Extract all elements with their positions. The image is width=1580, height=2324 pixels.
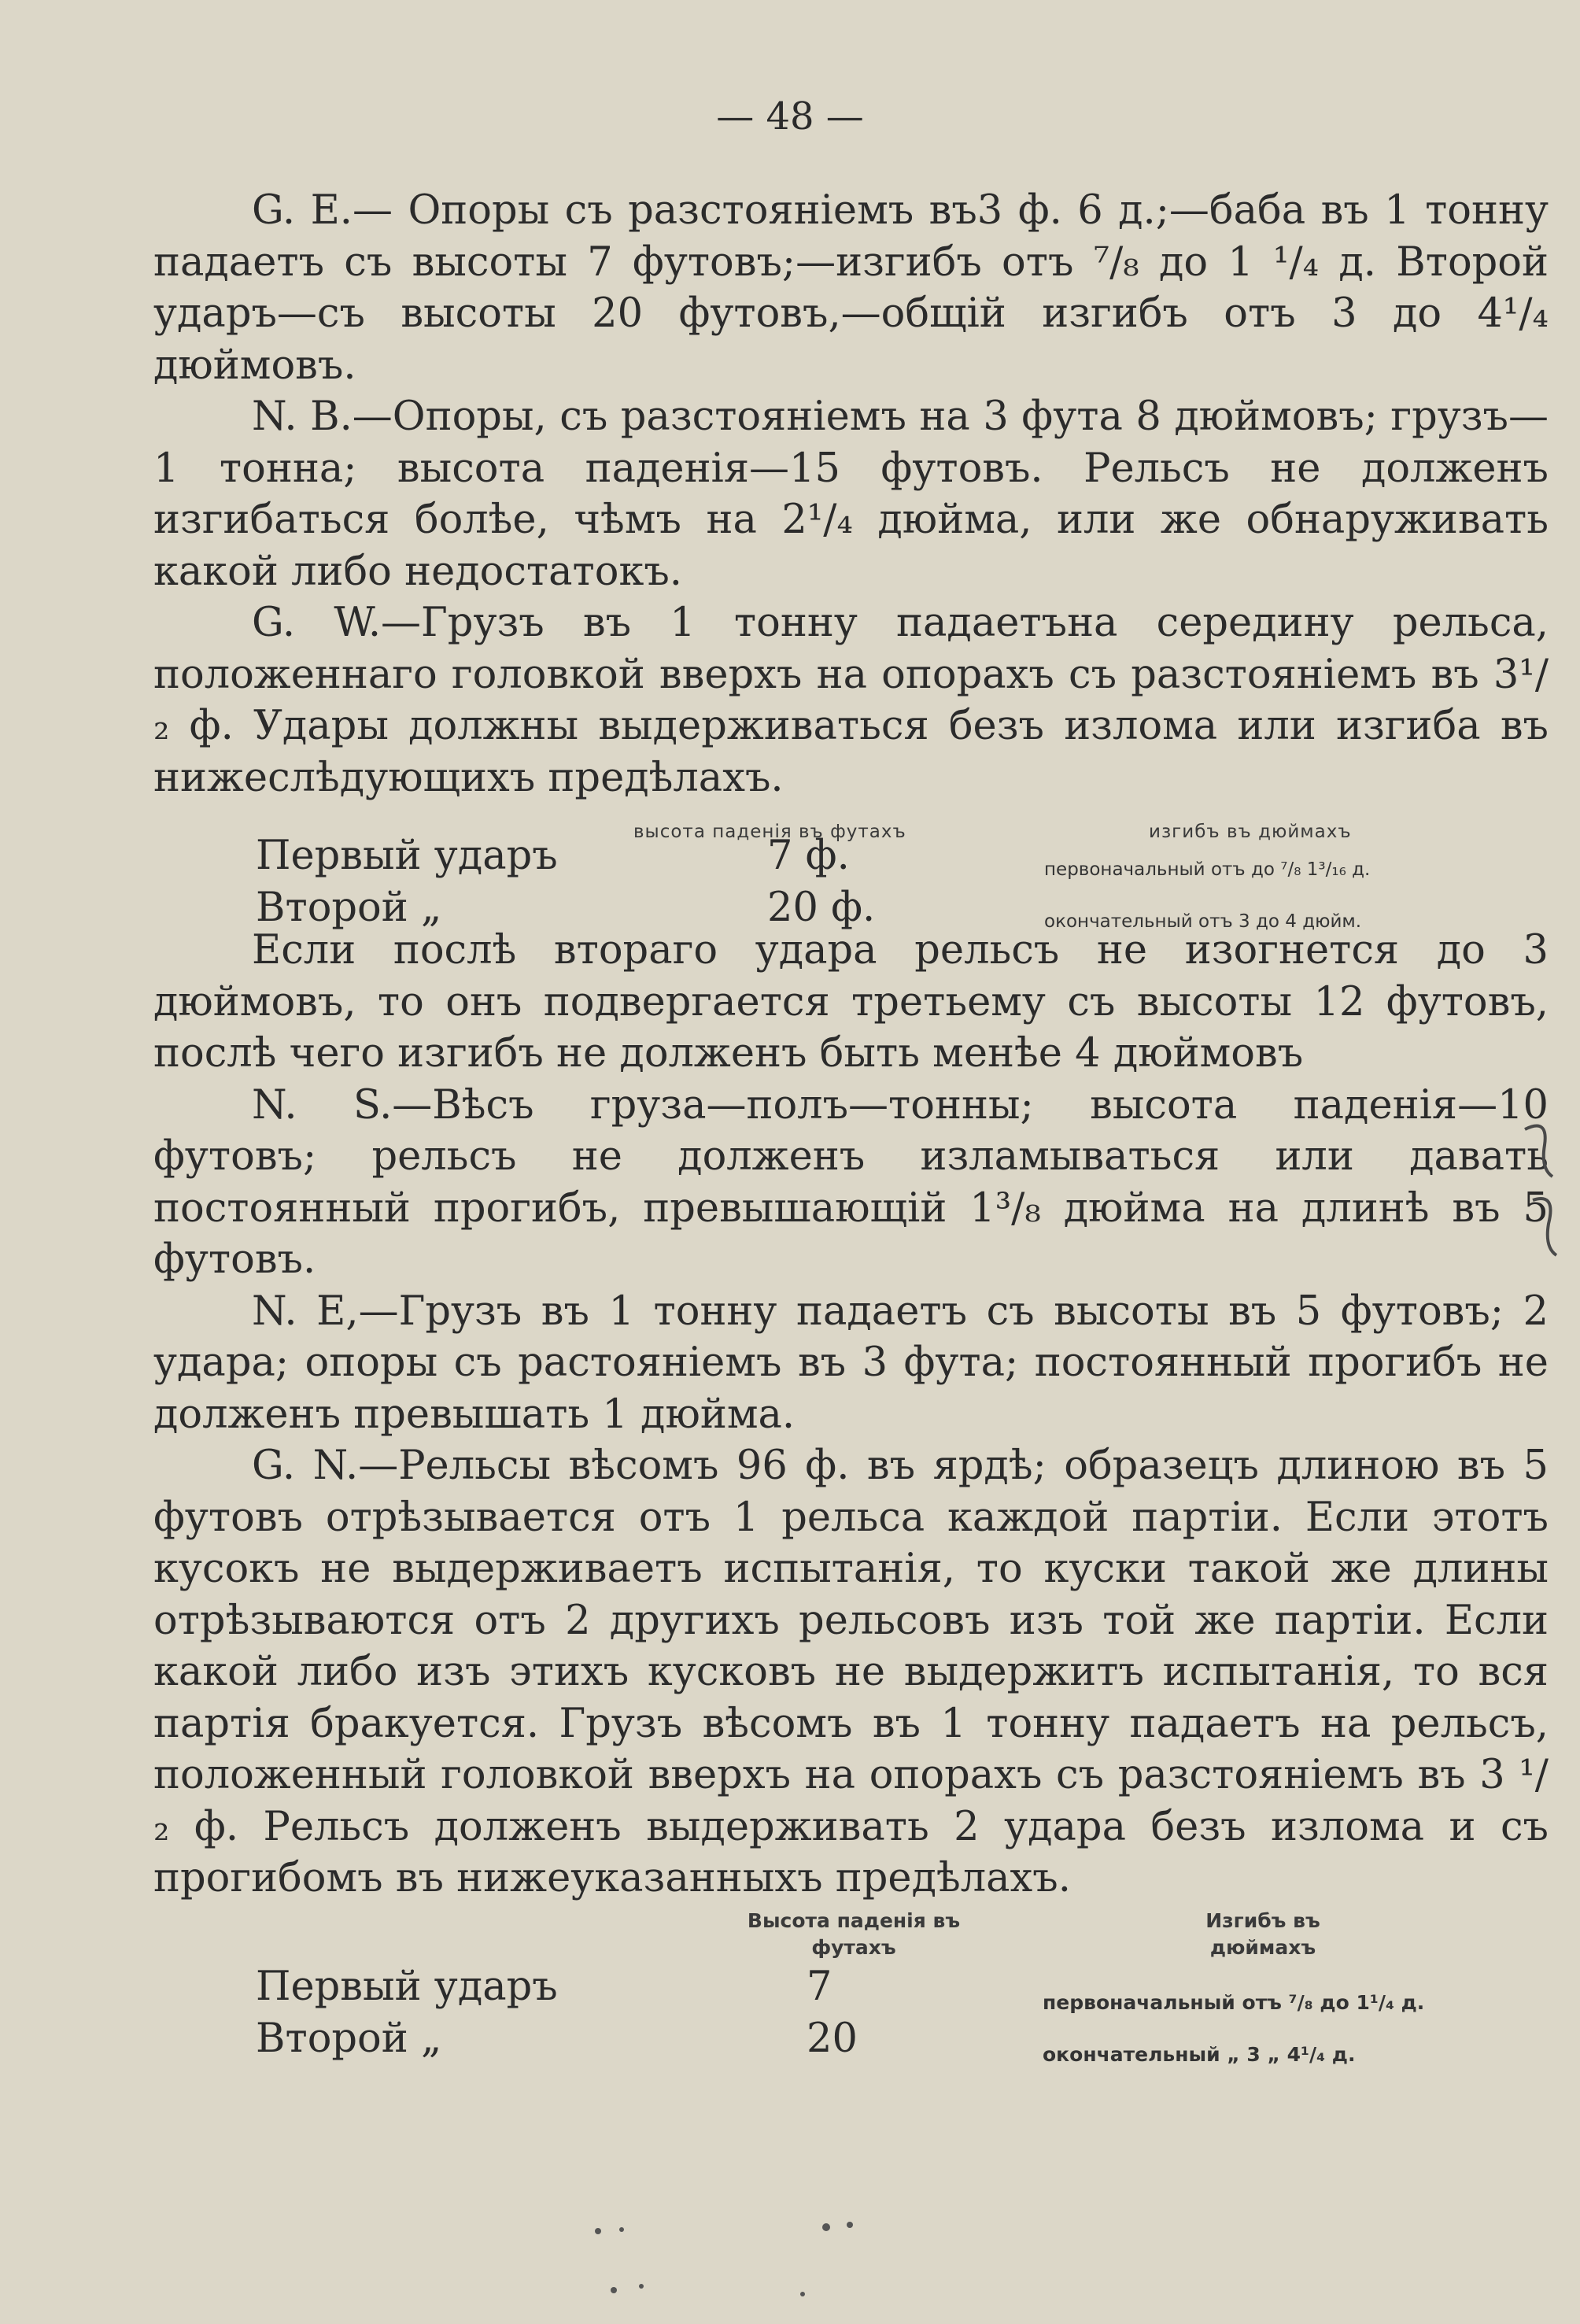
ink-smudge-icon (567, 2215, 897, 2310)
paragraph-ge: G. E.— Опоры съ разстояніемъ въ3 ф. 6 д.;—баба въ 1 тонну падаетъ съ высоты 7 футовъ;—изгибъ отъ ⁷/₈ до 1 ¹/₄ д. Второй ударъ—съ высоты 20 футовъ,—общій изгибъ отъ 3 до 4¹/₄ дюймовъ. (153, 187, 1549, 389)
row-bend: первоначальный отъ ⁷/₈ до 1¹/₄ д. (1043, 1990, 1425, 2014)
row-height: 7 ф. (767, 833, 850, 879)
paragraph-ne: N. E,—Грузъ въ 1 тонну падаетъ съ высоты въ 5 футовъ; 2 удара; опоры съ растояніемъ въ 3 фута; постоянный прогибъ не долженъ превышать 1 дюйма. (153, 1288, 1549, 1438)
table-row (153, 1961, 1549, 2013)
table-header-height: Высота паденія въ футахъ (747, 1908, 961, 1959)
impact-table-gn (153, 1908, 1549, 2066)
row-label: Первый ударъ (256, 1963, 558, 2010)
table-row (153, 2013, 1549, 2065)
paragraph-ns: N. S.—Вѣсъ груза—полъ—тонны; высота паденія—10 футовъ; рельсъ не долженъ изламываться или давать постоянный прогибъ, превышающій 1³/₈ дюйма на длинѣ въ 5 футовъ. (153, 1081, 1549, 1283)
table-header-bend: изгибъ въ дюймахъ (1149, 822, 1352, 842)
row-bend: окончательный „ 3 „ 4¹/₄ д. (1043, 2042, 1356, 2066)
handwritten-margin-mark-icon (1517, 1114, 1560, 1271)
table-row (153, 830, 1549, 882)
paragraph-third-impact: Если послѣ втораго удара рельсъ не изогнется до 3 дюймовъ, то онъ подвергается третьему съ высоты 12 футовъ, послѣ чего изгибъ не долженъ быть менѣе 4 дюймовъ (153, 927, 1549, 1077)
row-height: 7 (807, 1963, 832, 2010)
body-text (153, 185, 1549, 2066)
table-header-bend: Изгибъ въ дюймахъ (1205, 1908, 1320, 1959)
table-row (153, 882, 1549, 934)
table-header-height: высота паденія въ футахъ (633, 822, 906, 842)
paragraph-nb: N. B.—Опоры, съ разстояніемъ на 3 фута 8 дюймовъ; грузъ—1 тонна; высота паденія—15 футовъ. Рельсъ не долженъ изгибаться болѣе, чѣмъ на 2¹/₄ дюйма, или же обнаруживать какой либо недостатокъ. (153, 393, 1549, 595)
row-height: 20 (807, 2015, 858, 2062)
impact-table-gw (153, 807, 1549, 932)
row-label: Первый ударъ (256, 833, 558, 879)
row-label: Второй „ (256, 2015, 442, 2062)
paragraph-gw: G. W.—Грузъ въ 1 тонну падаетъна середину рельса, положеннаго головкой вверхъ на опорахъ съ разстояніемъ въ 3¹/₂ ф. Удары должны выдерживаться безъ излома или изгиба въ нижеслѣдующихъ предѣлахъ. (153, 600, 1549, 801)
row-bend: первоначальный отъ до ⁷/₈ 1³/₁₆ д. (1044, 859, 1371, 880)
row-bend: окончательный отъ 3 до 4 дюйм. (1044, 911, 1362, 932)
page-number: — 48 — (716, 94, 864, 139)
row-height: 20 ф. (767, 885, 876, 931)
paragraph-gn: G. N.—Рельсы вѣсомъ 96 ф. въ ярдѣ; образецъ длиною въ 5 футовъ отрѣзывается отъ 1 рельса каждой партіи. Если этотъ кусокъ не выдерживаетъ испытанія, то куски такой же длины отрѣзываются отъ 2 другихъ рельсовъ изъ той же партіи. Если какой либо изъ этихъ кусковъ не выдержитъ испытанія, то вся партія бракуется. Грузъ вѣсомъ въ 1 тонну падаетъ на рельсъ, положенный головкой вверхъ на опорахъ съ разстояніемъ въ 3 ¹/₂ ф. Рельсъ долженъ выдерживать 2 удара безъ излома и съ прогибомъ въ нижеуказанныхъ предѣлахъ. (153, 1443, 1549, 1901)
row-label: Второй „ (256, 885, 442, 931)
